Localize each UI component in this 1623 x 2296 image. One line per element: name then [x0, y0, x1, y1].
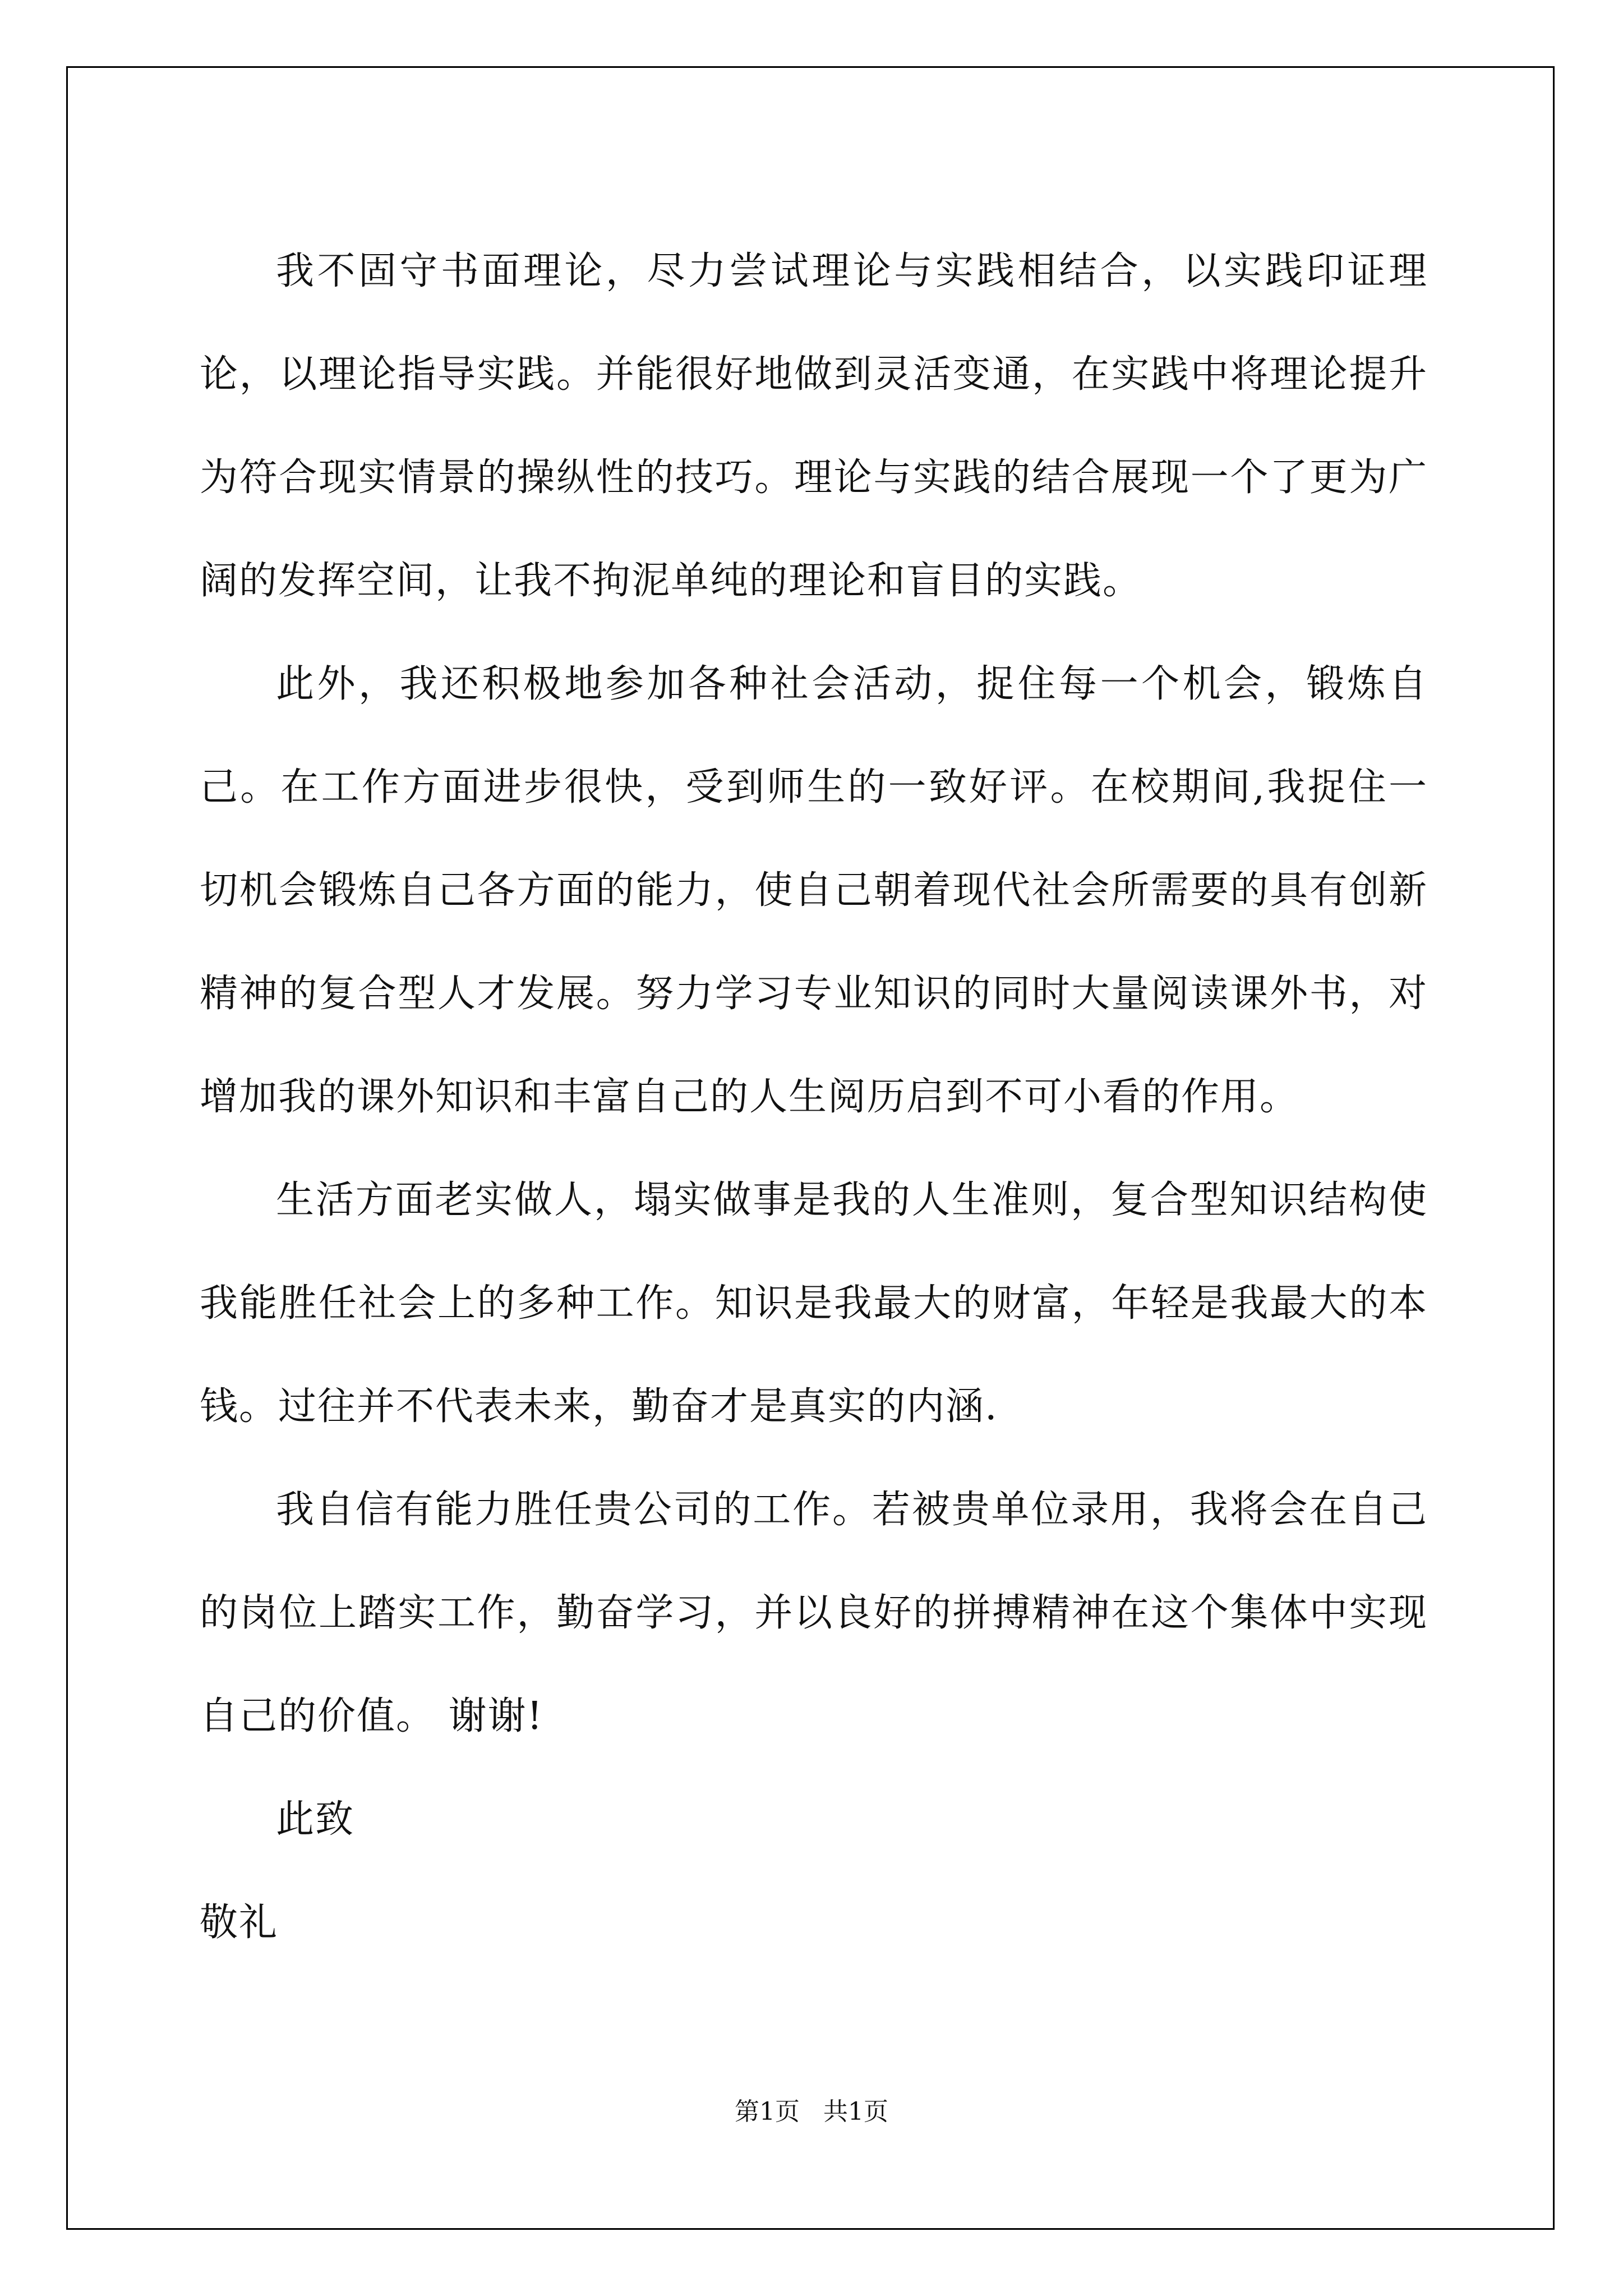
- paragraph-life-principles: 生活方面老实做人，塌实做事是我的人生准则，复合型知识结构使我能胜任社会上的多种工作。知识是我最大的财富，年轻是我最大的本钱。过往并不代表未来，勤奋才是真实的内涵.: [200, 1178, 1428, 1429]
- salutation-line: 敬礼: [200, 1901, 279, 1945]
- letter-body: [200, 220, 1428, 1975]
- paragraph-social-activities: 此外，我还积极地参加各种社会活动，捉住每一个机会，锻炼自己。在工作方面进步很快，受到师生的一致好评。在校期间,我捉住一切机会锻炼自己各方面的能力，使自己朝着现代社会所需要的具有创新精神的复合型人才发展。努力学习专业知识的同时大量阅读课外书，对增加我的课外知识和丰富自己的人生阅历启到不可小看的作用。: [200, 662, 1428, 1119]
- paragraph-confidence: 我自信有能力胜任贵公司的工作。若被贵单位录用，我将会在自己的岗位上踏实工作，勤奋学习，并以良好的拼搏精神在这个集体中实现自己的价值。 谢谢!: [200, 1488, 1428, 1738]
- page-footer: 第1页 共1页: [735, 2097, 888, 2126]
- closing-line: 此致: [276, 1797, 355, 1842]
- paragraph-theory-practice: 我不固守书面理论，尽力尝试理论与实践相结合，以实践印证理论，以理论指导实践。并能很好地做到灵活变通，在实践中将理论提升为符合现实情景的操纵性的技巧。理论与实践的结合展现一个了更为广阔的发挥空间，让我不拘泥单纯的理论和盲目的实践。: [200, 249, 1428, 603]
